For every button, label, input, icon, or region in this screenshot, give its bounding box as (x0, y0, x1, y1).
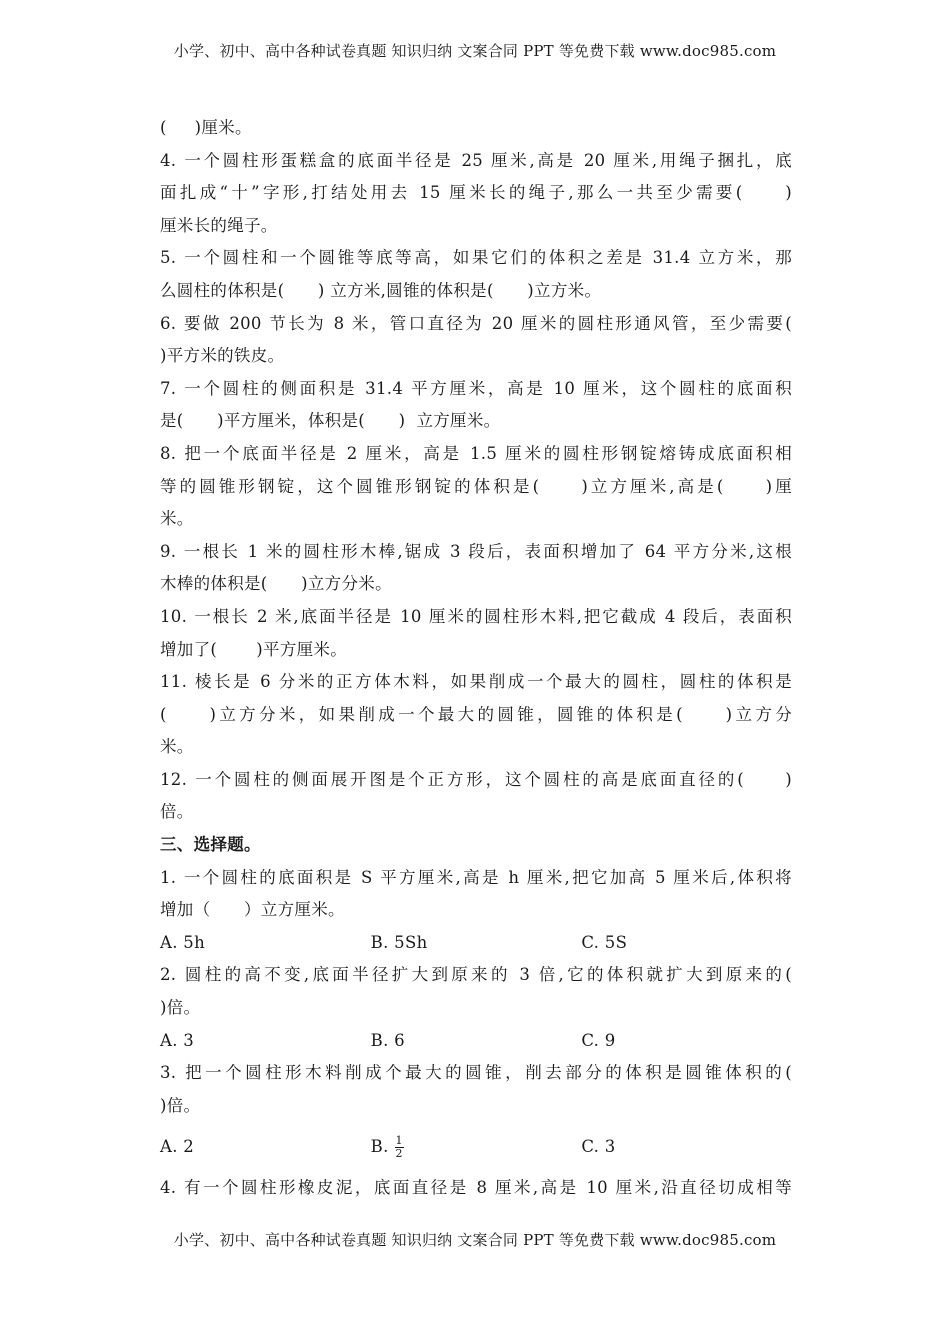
option-b (371, 1131, 582, 1164)
option-a: A. 5h (160, 932, 206, 952)
question-5-line: 5. 一个圆柱和一个圆锥等底等高，如果它们的体积之差是 31.4 立方米，那 (160, 248, 792, 268)
choice-question-2-line: )倍。 (160, 998, 201, 1018)
question-7-line: 是( )平方厘米，体积是( ) 立方厘米。 (160, 411, 501, 431)
question-8-line: 8. 把一个底面半径是 2 厘米，高是 1.5 厘米的圆柱形钢锭熔铸成底面积相 (160, 443, 792, 463)
question-9-line: 9. 一根长 1 米的圆柱形木棒,锯成 3 段后，表面积增加了 64 平方分米,这根 (160, 541, 792, 561)
option-b: B. 6 (370, 1030, 405, 1050)
question-9-line: 木棒的体积是( )立方分米。 (160, 574, 392, 594)
choice-question-3-line: 3. 把一个圆柱形木料削成个最大的圆锥，削去部分的体积是圆锥体积的( (160, 1063, 792, 1083)
section-title: 三、选择题。 (160, 835, 261, 855)
option-b-label: B. (370, 1137, 389, 1157)
choice-question-2-options (160, 1025, 792, 1058)
option-b: B. 5Sh (370, 932, 428, 952)
document-body (160, 112, 792, 1205)
question-6-line: )平方米的铁皮。 (160, 346, 285, 366)
question-4-line: 4. 一个圆柱形蛋糕盒的底面半径是 25 厘米,高是 20 厘米,用绳子捆扎，底 (160, 150, 792, 170)
question-7-line: 7. 一个圆柱的侧面积是 31.4 平方厘米，高是 10 厘米，这个圆柱的底面积 (160, 378, 792, 398)
choice-question-3-options (160, 1122, 792, 1172)
option-a: A. 3 (160, 1030, 195, 1050)
fraction (395, 1135, 404, 1160)
fraction-denominator: 2 (395, 1146, 403, 1160)
option-c: C. 3 (581, 1137, 616, 1157)
question-12-line: 倍。 (160, 802, 194, 822)
text-line: ( )厘米。 (160, 118, 252, 137)
question-4-line: 面扎成“十”字形,打结处用去 15 厘米长的绳子,那么一共至少需要( ) (160, 183, 792, 203)
page-header: 小学、初中、高中各种试卷真题 知识归纳 文案合同 PPT 等免费下载 www.doc985.com (173, 42, 777, 60)
page-footer: 小学、初中、高中各种试卷真题 知识归纳 文案合同 PPT 等免费下载 www.doc985.com (173, 1231, 777, 1249)
question-6-line: 6. 要做 200 节长为 8 米，管口直径为 20 厘米的圆柱形通风管，至少需要( (160, 313, 792, 333)
option-c: C. 9 (581, 1030, 616, 1050)
question-11-line: 11. 棱长是 6 分米的正方体木料，如果削成一个最大的圆柱，圆柱的体积是 (160, 672, 792, 692)
question-10-line: 10. 一根长 2 米,底面半径是 10 厘米的圆柱形木料,把它截成 4 段后，表面积 (160, 606, 792, 626)
choice-question-1-line: 1. 一个圆柱的底面积是 S 平方厘米,高是 h 厘米,把它加高 5 厘米后,体积将 (160, 867, 792, 887)
question-11-line: ( )立方分米，如果削成一个最大的圆锥，圆锥的体积是( )立方分 (160, 704, 792, 724)
question-11-line: 米。 (160, 737, 194, 757)
choice-question-2-line: 2. 圆柱的高不变,底面半径扩大到原来的 3 倍,它的体积就扩大到原来的( (160, 965, 792, 985)
choice-question-1-line: 增加（ ）立方厘米。 (160, 900, 345, 920)
question-8-line: 等的圆锥形钢锭，这个圆锥形钢锭的体积是( )立方厘米,高是( )厘 (160, 476, 792, 496)
option-c: C. 5S (581, 932, 628, 952)
question-8-line: 米。 (160, 509, 194, 529)
choice-question-1-options (160, 927, 792, 960)
question-5-line: 么圆柱的体积是( ) 立方米,圆锥的体积是( )立方米。 (160, 280, 602, 300)
question-12-line: 12. 一个圆柱的侧面展开图是个正方形，这个圆柱的高是底面直径的( ) (160, 769, 792, 789)
question-4-line: 厘米长的绳子。 (160, 215, 278, 235)
choice-question-4-line: 4. 有一个圆柱形橡皮泥，底面直径是 8 厘米,高是 10 厘米,沿直径切成相等 (160, 1178, 792, 1198)
question-10-line: 增加了( )平方厘米。 (160, 639, 348, 659)
choice-question-3-line: )倍。 (160, 1095, 201, 1115)
option-a: A. 2 (160, 1137, 195, 1157)
fraction-numerator: 1 (395, 1133, 403, 1147)
